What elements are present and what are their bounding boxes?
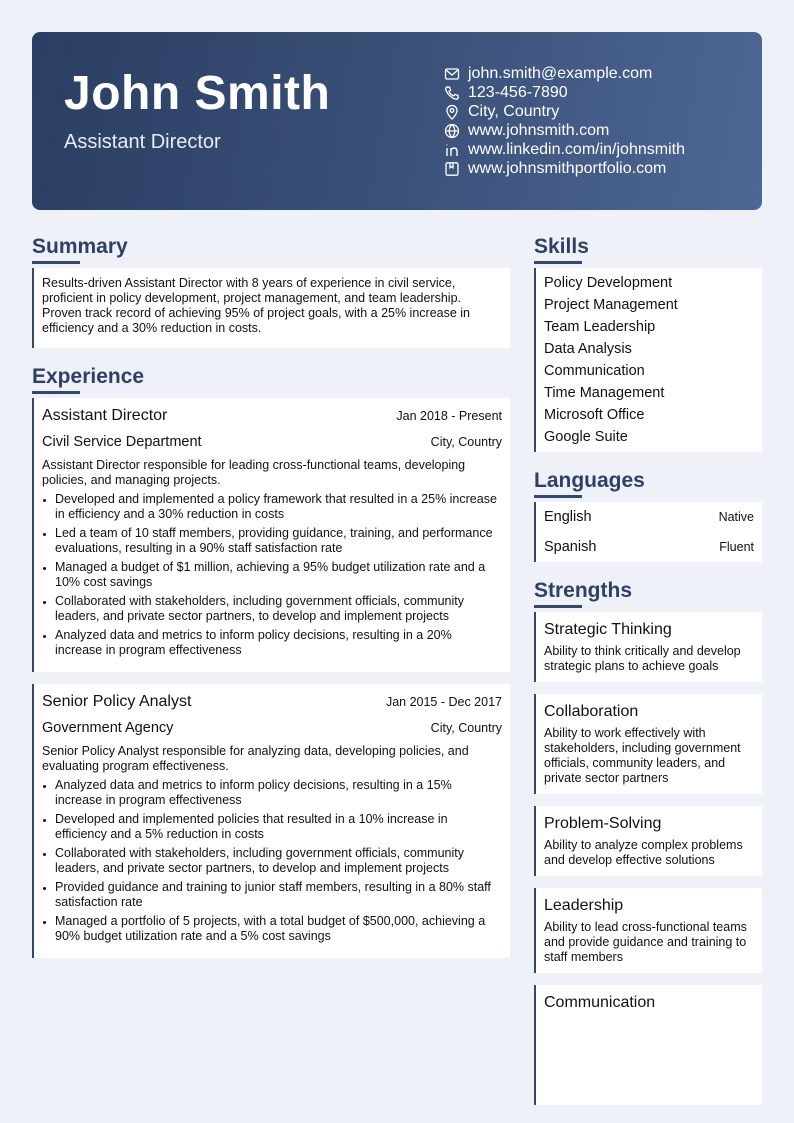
summary-divider bbox=[32, 261, 80, 264]
experience-entry bbox=[32, 684, 510, 958]
job-description: Senior Policy Analyst responsible for analyzing data, developing policies, and evaluating program effectiveness. bbox=[42, 744, 469, 773]
strength-description: Ability to lead cross-functional teams and provide guidance and training to staff members bbox=[544, 920, 747, 964]
achievement-item: • Analyzed data and metrics to inform policy decisions, resulting in a 15% increase in program effectiveness bbox=[55, 778, 502, 808]
strength-name: Strategic Thinking bbox=[544, 621, 672, 638]
job-achievements bbox=[42, 492, 502, 658]
skills-divider bbox=[534, 261, 582, 264]
summary-text: Results-driven Assistant Director with 8 years of experience in civil service, proficient in policy development, project management, and team leadership. Proven track record of achieving 95% of project goals, with a 25% increase in efficiency and a 30% reduction in costs. bbox=[32, 268, 510, 348]
achievement-item: • Collaborated with stakeholders, including government officials, community leaders, and private sector partners, to develop and implement projects bbox=[55, 846, 502, 876]
strength-item bbox=[534, 985, 762, 1105]
contact-email[interactable] bbox=[444, 64, 685, 83]
portfolio-icon bbox=[444, 161, 460, 177]
skill-item: Microsoft Office bbox=[544, 407, 645, 423]
skill-item: Time Management bbox=[544, 385, 665, 401]
strength-description: Ability to analyze complex problems and develop effective solutions bbox=[544, 838, 743, 867]
job-location: City, Country bbox=[430, 435, 502, 449]
language-level: Native bbox=[718, 510, 754, 524]
achievement-item: • Provided guidance and training to junior staff members, resulting in a 80% staff satisfaction rate bbox=[55, 880, 502, 910]
contact-linkedin-text: www.linkedin.com/in/johnsmith bbox=[468, 140, 685, 158]
job-achievements bbox=[42, 778, 502, 944]
language-name: Spanish bbox=[544, 539, 597, 555]
skill-item: Data Analysis bbox=[544, 341, 632, 357]
email-icon bbox=[444, 66, 460, 82]
resume-header bbox=[32, 32, 762, 210]
skill-item: Google Suite bbox=[544, 429, 628, 445]
skills-heading: Skills bbox=[534, 235, 589, 258]
location-icon bbox=[444, 104, 460, 120]
strength-description: Ability to think critically and develop strategic plans to achieve goals bbox=[544, 644, 741, 673]
experience-heading: Experience bbox=[32, 365, 145, 388]
skill-item: Communication bbox=[544, 363, 645, 379]
language-name: English bbox=[544, 509, 592, 525]
job-role: Senior Policy Analyst bbox=[42, 693, 192, 710]
strengths-divider bbox=[534, 605, 582, 608]
candidate-title: Assistant Director bbox=[64, 131, 221, 153]
achievement-item: • Managed a budget of $1 million, achieving a 95% budget utilization rate and a 10% cost savings bbox=[55, 560, 502, 590]
job-location: City, Country bbox=[430, 721, 502, 735]
strengths-heading: Strengths bbox=[534, 579, 633, 602]
skill-item: Policy Development bbox=[544, 275, 673, 291]
job-dates: Jan 2015 - Dec 2017 bbox=[385, 695, 502, 709]
contact-location bbox=[444, 102, 685, 121]
languages-list bbox=[534, 502, 762, 562]
contact-list bbox=[444, 64, 685, 178]
strength-item bbox=[534, 694, 762, 794]
globe-icon bbox=[444, 123, 460, 139]
language-item bbox=[544, 532, 754, 562]
main-column bbox=[32, 234, 510, 970]
language-item bbox=[544, 502, 754, 532]
candidate-name: John Smith bbox=[64, 67, 331, 120]
contact-phone-text: 123-456-7890 bbox=[468, 83, 568, 101]
strength-name: Communication bbox=[544, 994, 656, 1011]
summary-heading: Summary bbox=[32, 235, 128, 258]
contact-email-text: john.smith@example.com bbox=[468, 64, 653, 82]
achievement-item: • Developed and implemented policies that resulted in a 10% increase in efficiency and a 5% reduction in costs bbox=[55, 812, 502, 842]
strength-name: Leadership bbox=[544, 897, 624, 914]
strength-item bbox=[534, 612, 762, 682]
contact-phone[interactable] bbox=[444, 83, 685, 102]
sidebar-column bbox=[534, 234, 762, 1117]
experience-divider bbox=[32, 391, 80, 394]
contact-portfolio-text: www.johnsmithportfolio.com bbox=[468, 159, 667, 177]
strength-name: Collaboration bbox=[544, 703, 639, 720]
strength-description: Ability to work effectively with stakeholders, including government officials, community leaders, and private sector partners bbox=[544, 726, 741, 785]
phone-icon bbox=[444, 85, 460, 101]
achievement-item: • Analyzed data and metrics to inform policy decisions, resulting in a 20% increase in program effectiveness bbox=[55, 628, 502, 658]
skill-item: Team Leadership bbox=[544, 319, 656, 335]
job-description: Assistant Director responsible for leading cross-functional teams, developing policies, and managing projects. bbox=[42, 458, 466, 487]
job-dates: Jan 2018 - Present bbox=[396, 409, 502, 423]
linkedin-icon bbox=[444, 142, 460, 158]
languages-divider bbox=[534, 495, 582, 498]
strength-item bbox=[534, 888, 762, 973]
strength-name: Problem-Solving bbox=[544, 815, 662, 832]
job-organization: Civil Service Department bbox=[42, 434, 202, 450]
skill-item: Project Management bbox=[544, 297, 678, 313]
experience-entry bbox=[32, 398, 510, 672]
skills-list bbox=[534, 268, 762, 452]
achievement-item: • Collaborated with stakeholders, including government officials, community leaders, and private sector partners, to develop and implement projects bbox=[55, 594, 502, 624]
contact-location-text: City, Country bbox=[468, 102, 560, 120]
contact-website-text: www.johnsmith.com bbox=[468, 121, 610, 139]
language-level: Fluent bbox=[719, 540, 754, 554]
job-organization: Government Agency bbox=[42, 720, 174, 736]
achievement-item: • Managed a portfolio of 5 projects, with a total budget of $500,000, achieving a 90% budget utilization rate and a 5% cost savings bbox=[55, 914, 502, 944]
contact-website[interactable] bbox=[444, 121, 685, 140]
languages-heading: Languages bbox=[534, 469, 645, 492]
strength-item bbox=[534, 806, 762, 876]
contact-linkedin[interactable] bbox=[444, 140, 685, 159]
contact-portfolio[interactable] bbox=[444, 159, 685, 178]
job-role: Assistant Director bbox=[42, 407, 168, 424]
achievement-item: • Led a team of 10 staff members, providing guidance, training, and performance evaluations, resulting in a 90% staff satisfaction rate bbox=[55, 526, 502, 556]
achievement-item: • Developed and implemented a policy framework that resulted in a 25% increase in efficiency and a 30% reduction in costs bbox=[55, 492, 502, 522]
